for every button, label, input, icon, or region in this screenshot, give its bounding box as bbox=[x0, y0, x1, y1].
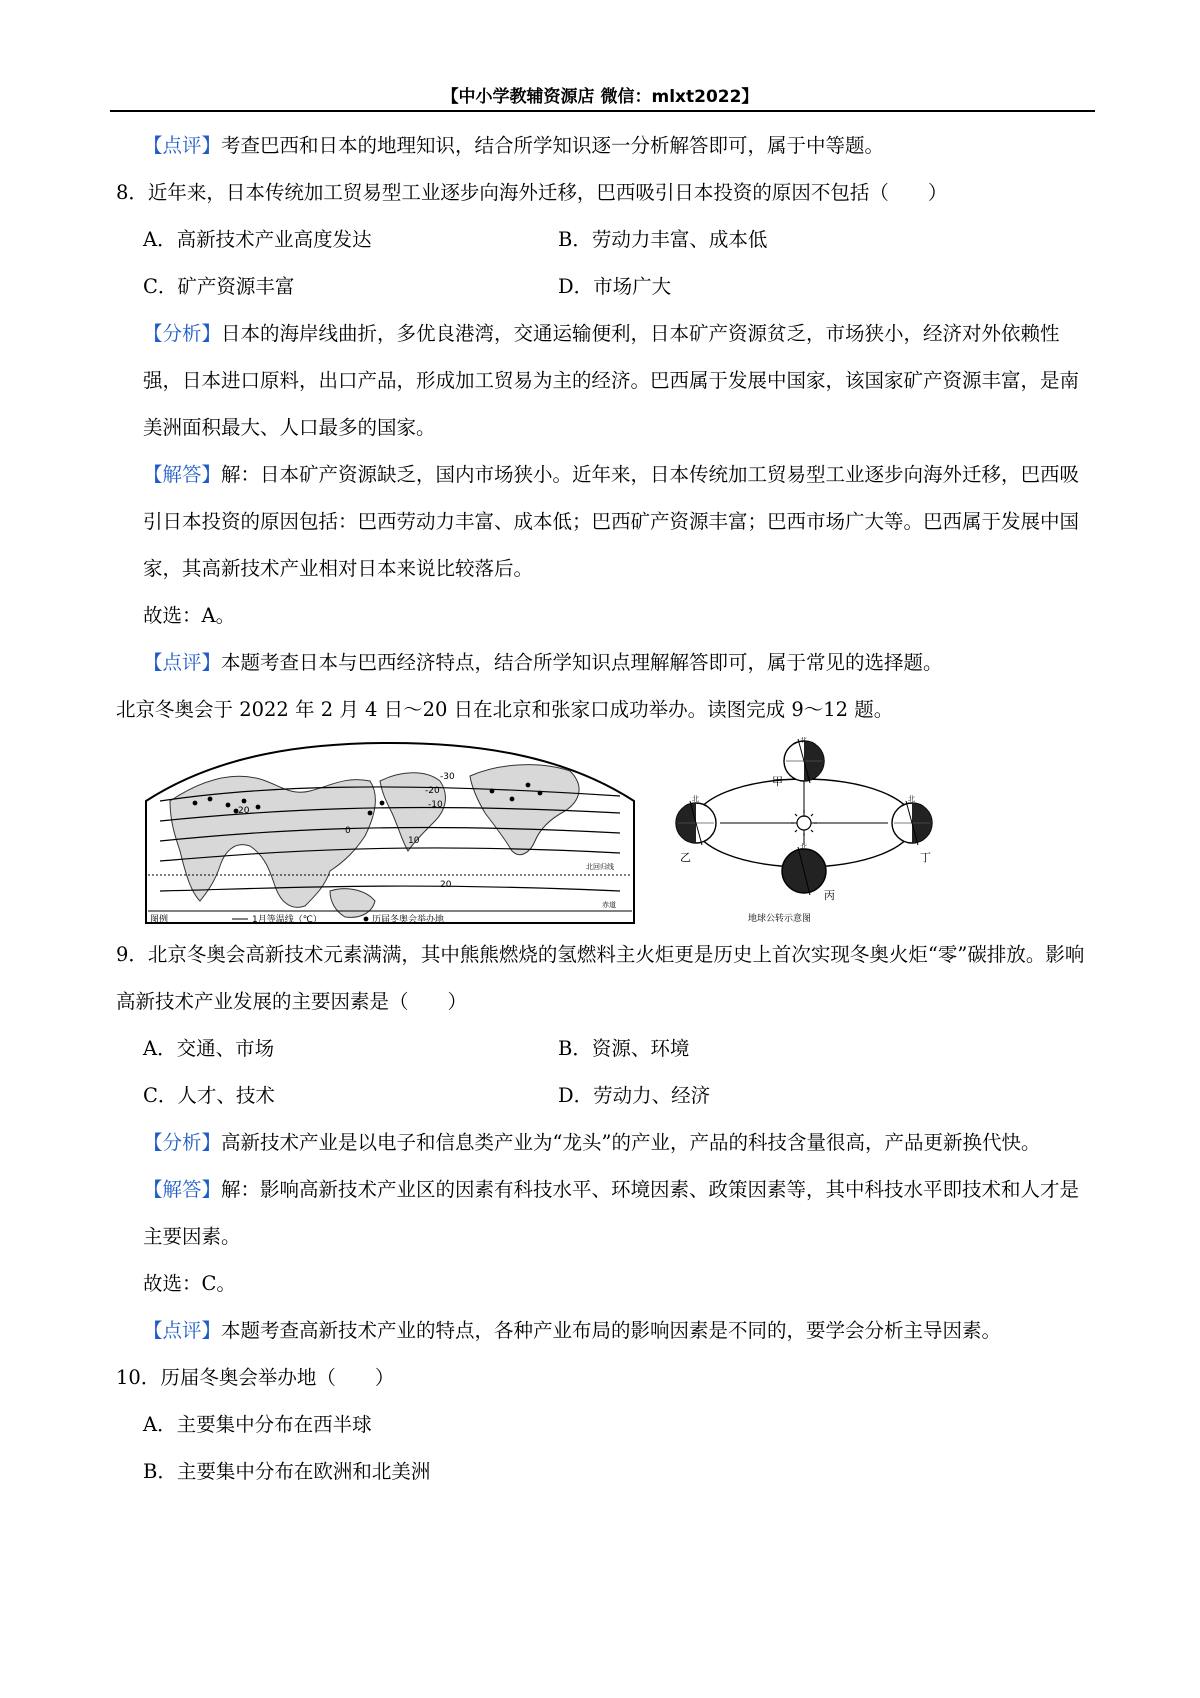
equator-label: 赤道 bbox=[602, 901, 616, 909]
commentary-paragraph bbox=[116, 451, 1096, 592]
commentary-text: 日本的海岸线曲折，多优良港湾，交通运输便利，日本矿产资源贫乏，市场狭小，经济对外依赖性强，日本进口原料，出口产品，形成加工贸易为主的经济。巴西属于发展中国家，该国家矿产资源丰富，是南美洲面积最大、人口最多的国家。 bbox=[143, 322, 1080, 439]
commentary-text: 本题考查高新技术产业的特点，各种产业布局的影响因素是不同的，要学会分析主导因素。 bbox=[221, 1319, 1002, 1342]
answer-option: C．矿产资源丰富 bbox=[143, 275, 295, 298]
commentary-tag: 【点评】 bbox=[143, 134, 222, 157]
options-row bbox=[116, 216, 1096, 263]
isotherm-label: -20 bbox=[425, 786, 440, 796]
commentary-tag: 【点评】 bbox=[143, 651, 222, 674]
commentary-text: 考查巴西和日本的地理知识，结合所学知识逐一分析解答即可，属于中等题。 bbox=[221, 134, 885, 157]
winter-olympics-map bbox=[140, 741, 640, 925]
earth-orbit-diagram bbox=[664, 737, 964, 927]
north-label: 北 bbox=[800, 737, 807, 744]
isotherm-label: 10 bbox=[408, 836, 420, 846]
options-row bbox=[116, 263, 1096, 310]
north-label: 北 bbox=[692, 795, 699, 803]
commentary-text: 解：日本矿产资源缺乏，国内市场狭小。近年来，日本传统加工贸易型工业逐步向海外迁移，巴西吸引日本投资的原因包括：巴西劳动力丰富、成本低；巴西矿产资源丰富；巴西市场广大等。巴西属于发展中国家，其高新技术产业相对日本来说比较落后。 bbox=[143, 463, 1080, 580]
legend-isotherm: 1月等温线（℃） bbox=[252, 915, 322, 925]
answer-choice: 故选：C。 bbox=[143, 1272, 236, 1295]
commentary-text: 解：影响高新技术产业区的因素有科技水平、环境因素、政策因素等，其中科技水平即技术和人才是主要因素。 bbox=[143, 1178, 1080, 1248]
question-stem: 9．北京冬奥会高新技术元素满满，其中熊熊燃烧的氢燃料主火炬更是历史上首次实现冬奥火炬“零”碳排放。影响高新技术产业发展的主要因素是（ ） bbox=[116, 943, 1085, 1013]
answer-option: B．主要集中分布在欧洲和北美洲 bbox=[143, 1460, 431, 1483]
commentary-paragraph bbox=[116, 310, 1096, 451]
isotherm-label: -30 bbox=[440, 772, 455, 782]
isotherm-label: 0 bbox=[345, 826, 351, 836]
question-stem: 10．历届冬奥会举办地（ ） bbox=[116, 1366, 395, 1389]
answer-option: A．高新技术产业高度发达 bbox=[143, 228, 372, 251]
isotherm-label: 20 bbox=[238, 806, 250, 816]
commentary-paragraph bbox=[116, 1307, 1096, 1354]
isotherm-label: 20 bbox=[440, 880, 452, 890]
isotherm-label: -10 bbox=[428, 800, 443, 810]
answer-choice: 故选：A。 bbox=[143, 604, 236, 627]
legend-host: 历届冬奥会举办地 bbox=[372, 915, 445, 925]
page-header: 【中小学教辅资源店 微信：mlxt2022】 bbox=[441, 87, 759, 107]
commentary-tag: 【分析】 bbox=[143, 322, 222, 345]
header-rule bbox=[110, 110, 1095, 112]
options-row bbox=[116, 1025, 1096, 1072]
answer-option: B．资源、环境 bbox=[558, 1037, 690, 1060]
question-stem: 8．近年来，日本传统加工贸易型工业逐步向海外迁移，巴西吸引日本投资的原因不包括（ ） bbox=[116, 181, 948, 204]
commentary-tag: 【解答】 bbox=[143, 463, 222, 486]
options-row bbox=[116, 1072, 1096, 1119]
commentary-paragraph bbox=[116, 639, 1096, 686]
commentary-text: 本题考查日本与巴西经济特点，结合所学知识点理解解答即可，属于常见的选择题。 bbox=[221, 651, 943, 674]
commentary-paragraph bbox=[116, 1119, 1096, 1166]
north-label: 北 bbox=[800, 843, 807, 851]
tropic-label: 北回归线 bbox=[586, 863, 614, 871]
position-bing: 丙 bbox=[824, 889, 835, 902]
answer-option: A．主要集中分布在西半球 bbox=[143, 1413, 372, 1436]
answer-option: A．交通、市场 bbox=[143, 1037, 275, 1060]
answer-option: B．劳动力丰富、成本低 bbox=[558, 228, 768, 251]
legend-title: 图例 bbox=[150, 915, 169, 925]
commentary-tag: 【解答】 bbox=[143, 1178, 222, 1201]
answer-option: D．市场广大 bbox=[558, 275, 672, 298]
document-body bbox=[116, 122, 1096, 1495]
position-jia: 甲 bbox=[772, 775, 783, 788]
commentary-tag: 【分析】 bbox=[143, 1131, 222, 1154]
commentary-tag: 【点评】 bbox=[143, 1319, 222, 1342]
commentary-text: 高新技术产业是以电子和信息类产业为“龙头”的产业，产品的科技含量很高，产品更新换代快。 bbox=[221, 1131, 1041, 1154]
position-ding: 丁 bbox=[920, 851, 931, 864]
figure-row bbox=[116, 733, 1096, 931]
section-stem: 北京冬奥会于 2022 年 2 月 4 日～20 日在北京和张家口成功举办。读图完成 9～12 题。 bbox=[116, 698, 894, 721]
commentary-paragraph bbox=[116, 1166, 1096, 1260]
answer-option: C．人才、技术 bbox=[143, 1084, 275, 1107]
north-label: 北 bbox=[908, 795, 915, 803]
orbit-caption: 地球公转示意图 bbox=[748, 914, 812, 924]
position-yi: 乙 bbox=[680, 851, 691, 864]
answer-option: D．劳动力、经济 bbox=[558, 1084, 711, 1107]
commentary-paragraph bbox=[116, 122, 1096, 169]
